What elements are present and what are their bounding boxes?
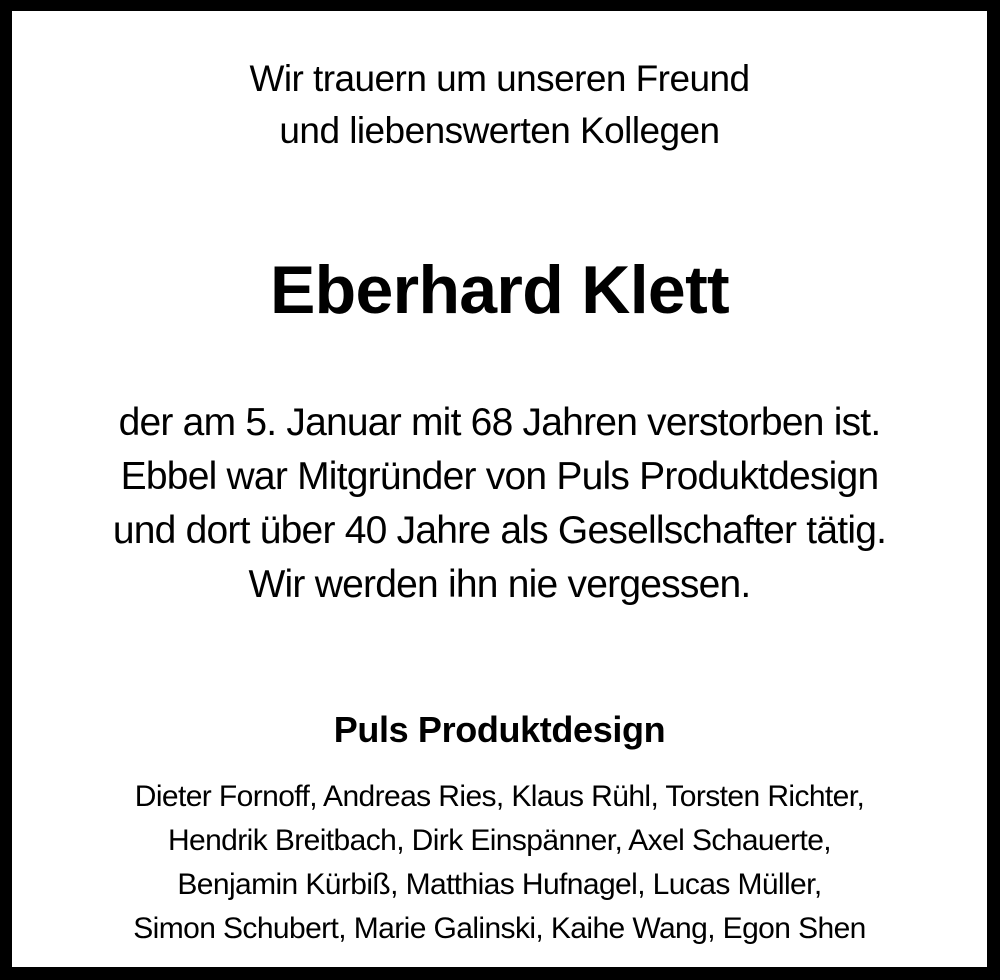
mourner-line: Hendrik Breitbach, Dirk Einspänner, Axel Schauerte,	[167, 824, 832, 857]
body-line: Ebbel war Mitgründer von Puls Produktdesign	[120, 455, 879, 498]
body-line: der am 5. Januar mit 68 Jahren verstorben ist.	[118, 401, 881, 444]
intro-line: und liebenswerten Kollegen	[279, 110, 720, 151]
company-signature: Puls Produktdesign	[333, 709, 666, 750]
body-text	[12, 396, 987, 612]
mourner-line: Benjamin Kürbiß, Matthias Hufnagel, Lucas Müller,	[177, 868, 822, 901]
mourner-line: Dieter Fornoff, Andreas Ries, Klaus Rühl, Torsten Richter,	[134, 780, 865, 813]
intro-text	[12, 53, 987, 157]
mourner-line: Simon Schubert, Marie Galinski, Kaihe Wang, Egon Shen	[133, 912, 866, 945]
body-line: Wir werden ihn nie vergessen.	[248, 563, 751, 606]
intro-line: Wir trauern um unseren Freund	[249, 58, 750, 99]
body-line: und dort über 40 Jahre als Gesellschafter tätig.	[112, 509, 887, 552]
deceased-name: Eberhard Klett	[269, 252, 729, 328]
mourners-list	[12, 775, 987, 951]
